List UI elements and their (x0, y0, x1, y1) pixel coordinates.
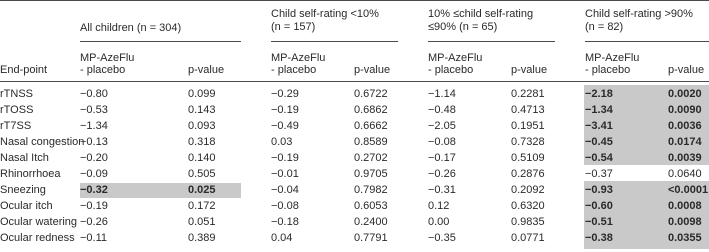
diff-header-low (271, 52, 325, 76)
pvalue-header-all: p-value (188, 64, 225, 76)
pvalue-cell: 0.172 (188, 200, 216, 212)
pvalue-cell: 0.093 (188, 120, 216, 132)
diff-header-low-line1: MP-AzeFlu (271, 52, 326, 64)
difference-cell: −0.17 (428, 152, 456, 164)
pvalue-cell: 0.0355 (668, 232, 702, 244)
difference-cell: −0.19 (271, 104, 299, 116)
table-row (0, 166, 709, 182)
difference-cell: −0.32 (80, 184, 108, 196)
pvalue-cell: <0.0001 (668, 184, 709, 196)
difference-cell: −0.13 (80, 136, 108, 148)
group-header-low-line1: Child self-rating <10% (271, 8, 379, 20)
pvalue-cell: 0.2702 (354, 152, 388, 164)
pvalue-cell: 0.0039 (668, 152, 702, 164)
difference-cell: −3.41 (585, 120, 613, 132)
group-header-high (585, 8, 693, 34)
group-rule-mid (428, 41, 555, 42)
pvalue-cell: 0.0098 (668, 216, 702, 228)
endpoint-label: Ocular itch (0, 200, 53, 212)
diff-header-high (585, 52, 639, 76)
pvalue-header-low: p-value (354, 64, 391, 76)
difference-cell: −0.09 (80, 168, 108, 180)
pvalue-cell: 0.9835 (511, 216, 545, 228)
difference-cell: −0.60 (585, 200, 613, 212)
pvalue-cell: 0.318 (188, 136, 216, 148)
pvalue-cell: 0.099 (188, 88, 216, 100)
top-rule (0, 0, 709, 1)
difference-cell: −0.53 (80, 104, 108, 116)
pvalue-cell: 0.6662 (354, 120, 388, 132)
endpoint-label: rTNSS (0, 88, 33, 100)
diff-header-mid (428, 52, 482, 76)
endpoint-label: rTOSS (0, 104, 34, 116)
endpoint-label: Ocular watering (0, 216, 78, 228)
endpoint-label: Sneezing (0, 184, 46, 196)
diff-header-high-line2: - placebo (585, 64, 631, 76)
difference-cell: 0.04 (271, 232, 293, 244)
difference-cell: −0.49 (271, 120, 299, 132)
group-header-all: All children (n = 304) (80, 22, 182, 34)
pvalue-cell: 0.2400 (354, 216, 388, 228)
endpoint-label: rT7SS (0, 120, 32, 132)
difference-cell: −0.48 (428, 104, 456, 116)
diff-header-mid-line1: MP-AzeFlu (428, 52, 483, 64)
diff-header-low-line2: - placebo (271, 64, 317, 76)
table-row (0, 198, 709, 214)
pvalue-cell: 0.0008 (668, 200, 702, 212)
pvalue-cell: 0.5109 (511, 152, 545, 164)
difference-cell: −0.26 (428, 168, 456, 180)
difference-cell: −0.20 (80, 152, 108, 164)
difference-cell: −0.29 (271, 88, 299, 100)
diff-header-all-line2: - placebo (80, 64, 126, 76)
pvalue-cell: 0.6862 (354, 104, 388, 116)
difference-cell: −0.11 (80, 232, 108, 244)
group-rule-high (585, 41, 709, 42)
difference-cell: −0.26 (80, 216, 108, 228)
table-row (0, 150, 709, 166)
pvalue-cell: 0.1951 (511, 120, 545, 132)
endpoint-label: Nasal Itch (0, 152, 49, 164)
group-header-mid-line2: ≤90% (n = 65) (428, 21, 498, 33)
header-bottom-rule (0, 81, 709, 82)
group-header-low (271, 8, 379, 34)
difference-cell: −0.51 (585, 216, 613, 228)
endpoint-label: Rhinorrhoea (0, 168, 61, 180)
group-header-mid (428, 8, 533, 34)
table-row (0, 230, 709, 246)
pvalue-cell: 0.9705 (354, 168, 388, 180)
endpoint-header: End-point (0, 64, 48, 76)
difference-cell: −0.93 (585, 184, 613, 196)
pvalue-cell: 0.025 (188, 184, 216, 196)
difference-cell: −0.80 (80, 88, 108, 100)
pvalue-cell: 0.051 (188, 216, 216, 228)
difference-cell: −0.54 (585, 152, 613, 164)
endpoint-label: Nasal congestion (0, 136, 85, 148)
pvalue-cell: 0.0090 (668, 104, 702, 116)
difference-cell: −0.19 (80, 200, 108, 212)
diff-header-all (80, 52, 134, 76)
pvalue-cell: 0.8589 (354, 136, 388, 148)
endpoint-label: Ocular redness (0, 232, 75, 244)
difference-cell: −0.04 (271, 184, 299, 196)
pvalue-cell: 0.7791 (354, 232, 388, 244)
pvalue-cell: 0.389 (188, 232, 216, 244)
table-row (0, 134, 709, 150)
group-rule-low (271, 41, 398, 42)
table-row (0, 102, 709, 118)
pvalue-cell: 0.0640 (668, 168, 702, 180)
difference-cell: −0.01 (271, 168, 299, 180)
difference-cell: 0.00 (428, 216, 450, 228)
pvalue-cell: 0.0174 (668, 136, 702, 148)
difference-cell: −0.18 (271, 216, 299, 228)
difference-cell: −1.34 (585, 104, 613, 116)
pvalue-cell: 0.0020 (668, 88, 702, 100)
group-header-high-line2: (n = 82) (585, 21, 624, 33)
pvalue-cell: 0.140 (188, 152, 216, 164)
pvalue-cell: 0.2876 (511, 168, 545, 180)
difference-cell: −0.37 (585, 168, 613, 180)
pvalue-cell: 0.4713 (511, 104, 545, 116)
pvalue-cell: 0.6722 (354, 88, 388, 100)
pvalue-cell: 0.0771 (511, 232, 545, 244)
difference-cell: −0.31 (428, 184, 456, 196)
difference-cell: −0.08 (428, 136, 456, 148)
table-row (0, 86, 709, 102)
group-header-high-line1: Child self-rating >90% (585, 8, 693, 20)
difference-cell: −1.34 (80, 120, 108, 132)
pvalue-cell: 0.7328 (511, 136, 545, 148)
table-row (0, 182, 709, 198)
pvalue-cell: 0.2281 (511, 88, 545, 100)
pvalue-cell: 0.2092 (511, 184, 545, 196)
difference-cell: −0.38 (585, 232, 613, 244)
difference-cell: −0.08 (271, 200, 299, 212)
pvalue-header-mid: p-value (511, 64, 548, 76)
difference-cell: 0.12 (428, 200, 450, 212)
group-rule-all (80, 41, 241, 42)
pvalue-cell: 0.0036 (668, 120, 702, 132)
group-header-low-line2: (n = 157) (271, 21, 316, 33)
diff-header-mid-line2: - placebo (428, 64, 474, 76)
group-header-mid-line1: 10% ≤child self-rating (428, 8, 534, 20)
diff-header-high-line1: MP-AzeFlu (585, 52, 640, 64)
difference-cell: 0.03 (271, 136, 293, 148)
difference-cell: −0.45 (585, 136, 613, 148)
diff-header-all-line1: MP-AzeFlu (80, 52, 135, 64)
difference-cell: −0.35 (428, 232, 456, 244)
pvalue-cell: 0.6320 (511, 200, 545, 212)
pvalue-cell: 0.143 (188, 104, 216, 116)
difference-cell: −0.19 (271, 152, 299, 164)
pvalue-cell: 0.6053 (354, 200, 388, 212)
pvalue-header-high: p-value (668, 64, 705, 76)
difference-cell: −2.05 (428, 120, 456, 132)
pvalue-cell: 0.7982 (354, 184, 388, 196)
table-row (0, 214, 709, 230)
pvalue-cell: 0.505 (188, 168, 216, 180)
difference-cell: −1.14 (428, 88, 456, 100)
table-row (0, 118, 709, 134)
difference-cell: −2.18 (585, 88, 613, 100)
